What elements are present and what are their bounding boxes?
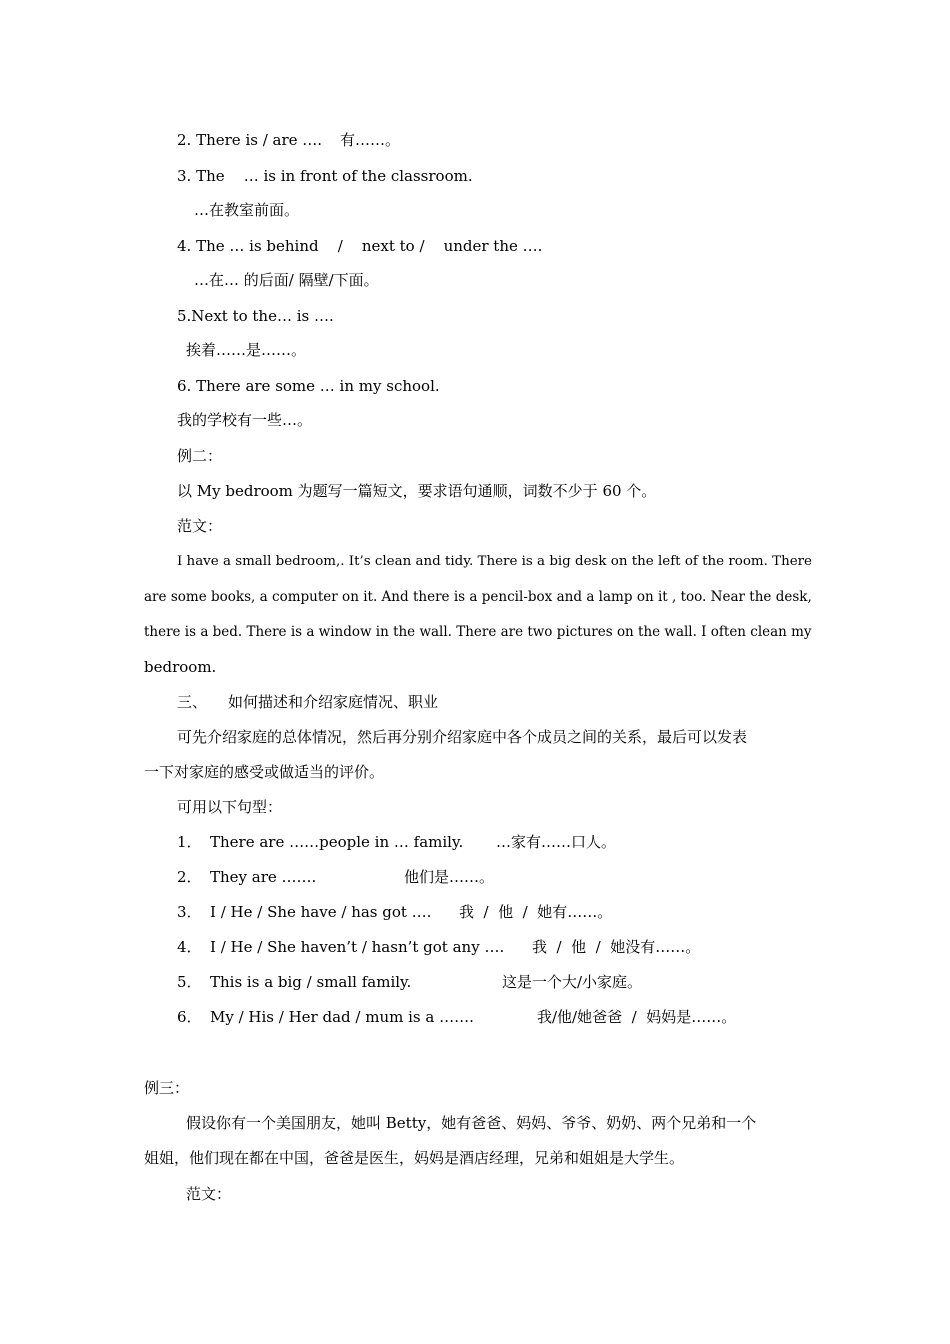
- pattern-4-zh: …在… 的后面/ 隔壁/下面。: [194, 271, 379, 289]
- family-pattern-zh: 我 / 他 / 她没有……。: [532, 938, 701, 956]
- example-2-model-line: there is a bed. There is a window in the wall. There are two pictures on the wall. I often clean my: [144, 624, 812, 640]
- example-2-model-line: bedroom.: [144, 658, 217, 676]
- example-3-task-line: 姐姐，他们现在都在中国，爸爸是医生，妈妈是酒店经理，兄弟和姐姐是大学生。: [144, 1149, 685, 1167]
- pattern-5-en: 5.Next to the… is ….: [177, 307, 334, 325]
- pattern-6-zh: 我的学校有一些…。: [177, 411, 313, 429]
- family-pattern-number: 2．: [177, 868, 202, 886]
- pattern-5-zh: 挨着……是……。: [186, 341, 307, 359]
- pattern-6-en: 6. There are some … in my school.: [177, 377, 440, 395]
- example-3-model-label: 范文：: [186, 1185, 232, 1203]
- example-2-model-line: I have a small bedroom,. It’s clean and tidy. There is a big desk on the left of the room. There: [177, 554, 812, 569]
- section-3-intro-line: 一下对家庭的感受或做适当的评价。: [144, 763, 385, 781]
- family-pattern-en: My / His / Her dad / mum is a …….: [210, 1008, 474, 1026]
- pattern-2-zh: 有……。: [340, 131, 401, 149]
- pattern-4-en: 4. The … is behind / next to / under the ….: [177, 237, 543, 255]
- section-3-number: 三、: [177, 693, 208, 711]
- family-pattern-zh: 我 / 他 / 她有……。: [459, 903, 613, 921]
- patterns-label: 可用以下句型：: [177, 798, 283, 816]
- section-3-intro-line: 可先介绍家庭的总体情况，然后再分别介绍家庭中各个成员之间的关系，最后可以发表: [177, 728, 748, 746]
- family-pattern-zh: 他们是……。: [404, 868, 495, 886]
- family-pattern-en: I / He / She haven’t / hasn’t got any ….: [210, 938, 505, 956]
- family-pattern-zh: …家有……口人。: [496, 833, 617, 851]
- family-pattern-number: 1．: [177, 833, 202, 851]
- section-3-title: 如何描述和介绍家庭情况、职业: [228, 693, 439, 711]
- family-pattern-number: 5．: [177, 973, 202, 991]
- example-2-model-line: are some books, a computer on it. And there is a pencil-box and a lamp on it , too. Near the desk,: [144, 589, 812, 605]
- family-pattern-zh: 这是一个大/小家庭。: [502, 973, 643, 991]
- family-pattern-number: 4．: [177, 938, 202, 956]
- family-pattern-en: There are ……people in … family.: [210, 833, 464, 851]
- pattern-2-en: 2. There is / are ….: [177, 131, 323, 149]
- example-2-model-label: 范文：: [177, 517, 223, 535]
- pattern-3-zh: …在教室前面。: [194, 201, 300, 219]
- example-3-heading: 例三：: [144, 1079, 190, 1097]
- family-pattern-number: 6．: [177, 1008, 202, 1026]
- family-pattern-number: 3．: [177, 903, 202, 921]
- example-2-heading: 例二：: [177, 447, 223, 465]
- example-3-task-line: 假设你有一个美国朋友，她叫 Betty，她有爸爸、妈妈、爷爷、奶奶、两个兄弟和一个: [186, 1114, 757, 1132]
- family-pattern-en: I / He / She have / has got ….: [210, 903, 432, 921]
- example-2-task: 以 My bedroom 为题写一篇短文，要求语句通顺，词数不少于 60 个。: [177, 482, 657, 500]
- pattern-3-en: 3. The … is in front of the classroom.: [177, 167, 473, 185]
- family-pattern-en: They are …….: [210, 868, 317, 886]
- family-pattern-zh: 我/他/她爸爸 / 妈妈是……。: [537, 1008, 737, 1026]
- family-pattern-en: This is a big / small family.: [210, 973, 412, 991]
